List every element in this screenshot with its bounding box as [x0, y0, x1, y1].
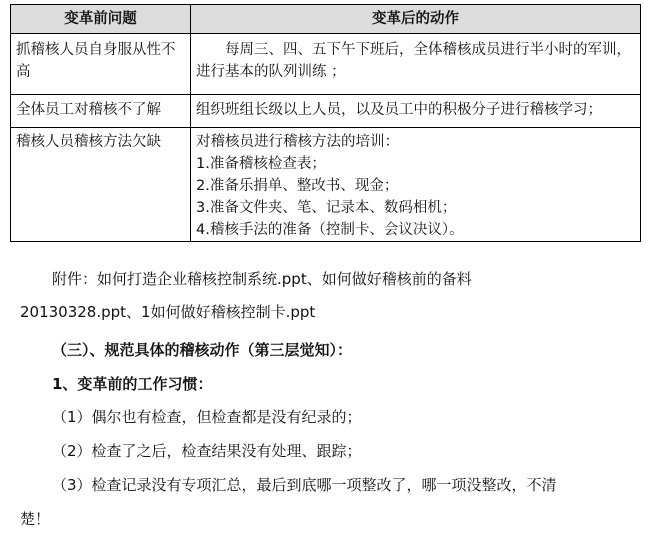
action-list-item: 2.准备乐捐单、整改书、现金；: [196, 178, 399, 194]
list-item: （3）检查记录没有专项汇总，最后到底哪一项整改了，哪一项没整改，不清: [52, 476, 557, 494]
action-list-item: 3.准备文件夹、笔、记录本、数码相机；: [196, 200, 457, 216]
problem-cell: 稽核人员稽核方法欠缺: [11, 128, 191, 242]
problem-cell: 全体员工对稽核不了解: [11, 95, 191, 128]
table-row: [11, 95, 641, 128]
table-header-row: [11, 5, 641, 34]
action-cell: [191, 128, 641, 242]
problem-cell: 抓稽核人员自身服从性不高: [11, 34, 191, 95]
table-row: [11, 128, 641, 242]
action-list-item: 1.准备稽核检查表；: [196, 156, 326, 172]
header-action: 变革后的动作: [191, 5, 641, 34]
problem-action-table: [10, 4, 641, 242]
action-cell: 每周三、四、五下午下班后，全体稽核成员进行半小时的军训，进行基本的队列训练 ；: [191, 34, 641, 95]
table-row: [11, 34, 641, 95]
attachment-line-1: 附件：如何打造企业稽核控制系统.ppt、如何做好稽核前的备料: [52, 270, 472, 288]
action-cell: 组织班组长级以上人员，以及员工中的积极分子进行稽核学习；: [191, 95, 641, 128]
list-item: （1）偶尔也有检查，但检查都是没有纪录的；: [52, 408, 362, 426]
list-item: （2）检查了之后，检查结果没有处理、跟踪；: [52, 442, 362, 460]
header-problem: 变革前问题: [11, 5, 191, 34]
sub-heading: 1、变革前的工作习惯：: [52, 375, 213, 393]
action-list-title: 对稽核员进行稽核方法的培训：: [196, 134, 399, 150]
list-item-continuation: 楚！: [20, 510, 51, 528]
action-list-item: 4.稽核手法的准备（控制卡、会议决议）。: [196, 222, 464, 238]
attachment-line-2: 20130328.ppt、1如何做好稽核控制卡.ppt: [20, 303, 316, 321]
section-heading: （三）、规范具体的稽核动作（第三层觉知）：: [52, 341, 353, 359]
